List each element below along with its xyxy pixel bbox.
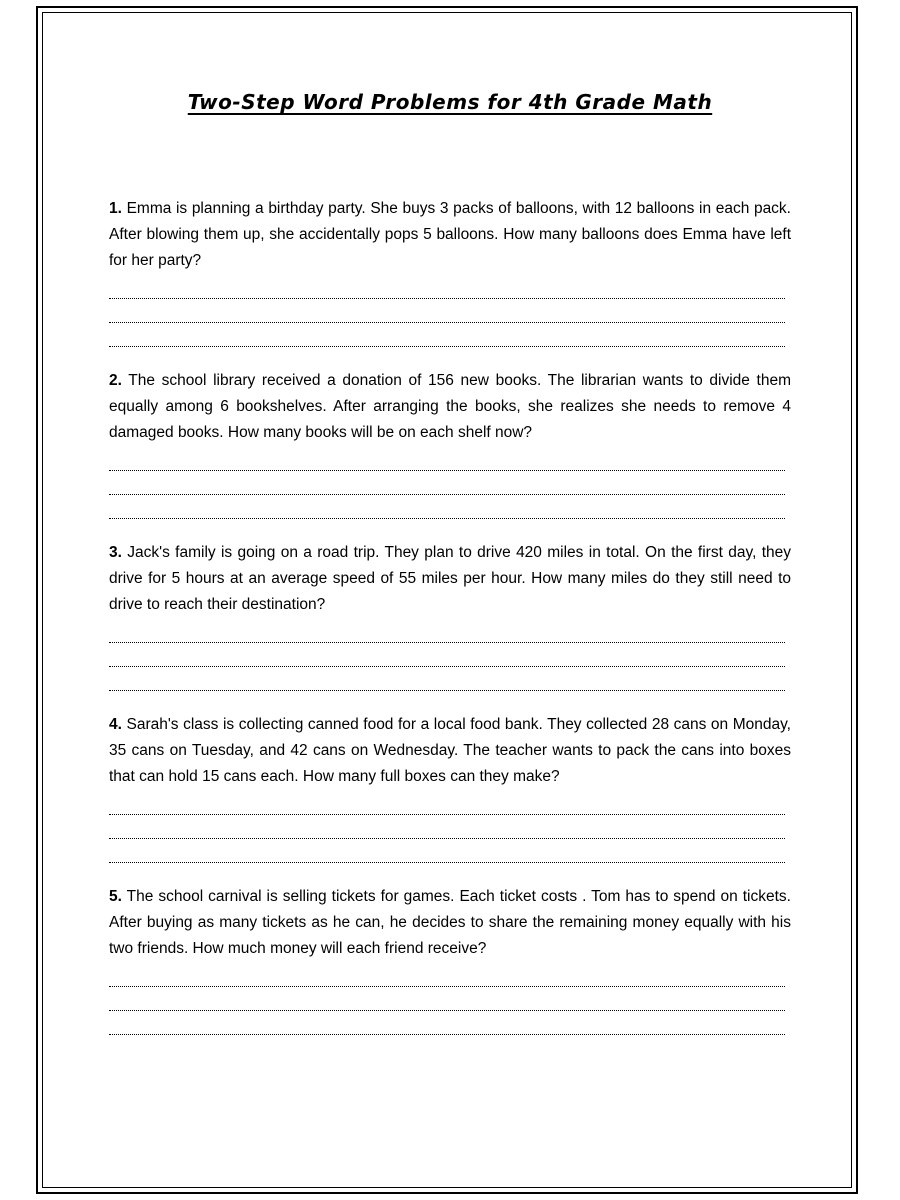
worksheet-title: Two-Step Word Problems for 4th Grade Math <box>187 90 713 114</box>
answer-line[interactable] <box>109 975 785 987</box>
problem-2 <box>109 368 791 519</box>
answer-line[interactable] <box>109 667 785 691</box>
answer-area[interactable] <box>109 459 791 519</box>
answer-line[interactable] <box>109 643 785 667</box>
answer-line[interactable] <box>109 987 785 1011</box>
problem-number: 4. <box>109 716 122 733</box>
problem-1 <box>109 196 791 347</box>
answer-line[interactable] <box>109 839 785 863</box>
problem-text <box>109 196 791 274</box>
answer-area[interactable] <box>109 975 791 1035</box>
answer-line[interactable] <box>109 815 785 839</box>
problem-number: 2. <box>109 372 122 389</box>
problem-number: 5. <box>109 888 122 905</box>
problem-body: Sarah's class is collecting canned food for a local food bank. They collected 28 cans on Monday, 35 cans on Tuesday, and 42 cans on Wednesday. The teacher wants to pack the cans into boxes that can hold 15 cans each. How many full boxes can they make? <box>109 716 791 785</box>
problem-number: 3. <box>109 544 122 561</box>
problem-body: Emma is planning a birthday party. She buys 3 packs of balloons, with 12 balloons in each pack. After blowing them up, she accidentally pops 5 balloons. How many balloons does Emma have left for her party? <box>109 200 791 269</box>
answer-line[interactable] <box>109 459 785 471</box>
answer-line[interactable] <box>109 323 785 347</box>
answer-line[interactable] <box>109 287 785 299</box>
answer-area[interactable] <box>109 287 791 347</box>
problem-5 <box>109 884 791 1035</box>
answer-line[interactable] <box>109 299 785 323</box>
problem-text <box>109 540 791 618</box>
problem-body: The school carnival is selling tickets for games. Each ticket costs . Tom has to spend on tickets. After buying as many tickets as he can, he decides to share the remaining money equally with his two friends. How much money will each friend receive? <box>109 888 791 957</box>
problem-text <box>109 368 791 446</box>
problem-3 <box>109 540 791 691</box>
answer-line[interactable] <box>109 631 785 643</box>
problem-number: 1. <box>109 200 122 217</box>
answer-area[interactable] <box>109 631 791 691</box>
problem-body: Jack's family is going on a road trip. They plan to drive 420 miles in total. On the first day, they drive for 5 hours at an average speed of 55 miles per hour. How many miles do they still need to drive to reach their destination? <box>109 544 791 613</box>
answer-line[interactable] <box>109 495 785 519</box>
answer-area[interactable] <box>109 803 791 863</box>
answer-line[interactable] <box>109 803 785 815</box>
problem-body: The school library received a donation of 156 new books. The librarian wants to divide them equally among 6 bookshelves. After arranging the books, she realizes she needs to remove 4 damaged books. How many books will be on each shelf now? <box>109 372 791 441</box>
problem-text <box>109 884 791 962</box>
answer-line[interactable] <box>109 471 785 495</box>
answer-line[interactable] <box>109 1011 785 1035</box>
problem-4 <box>109 712 791 863</box>
problem-list <box>109 196 791 1056</box>
problem-text <box>109 712 791 790</box>
